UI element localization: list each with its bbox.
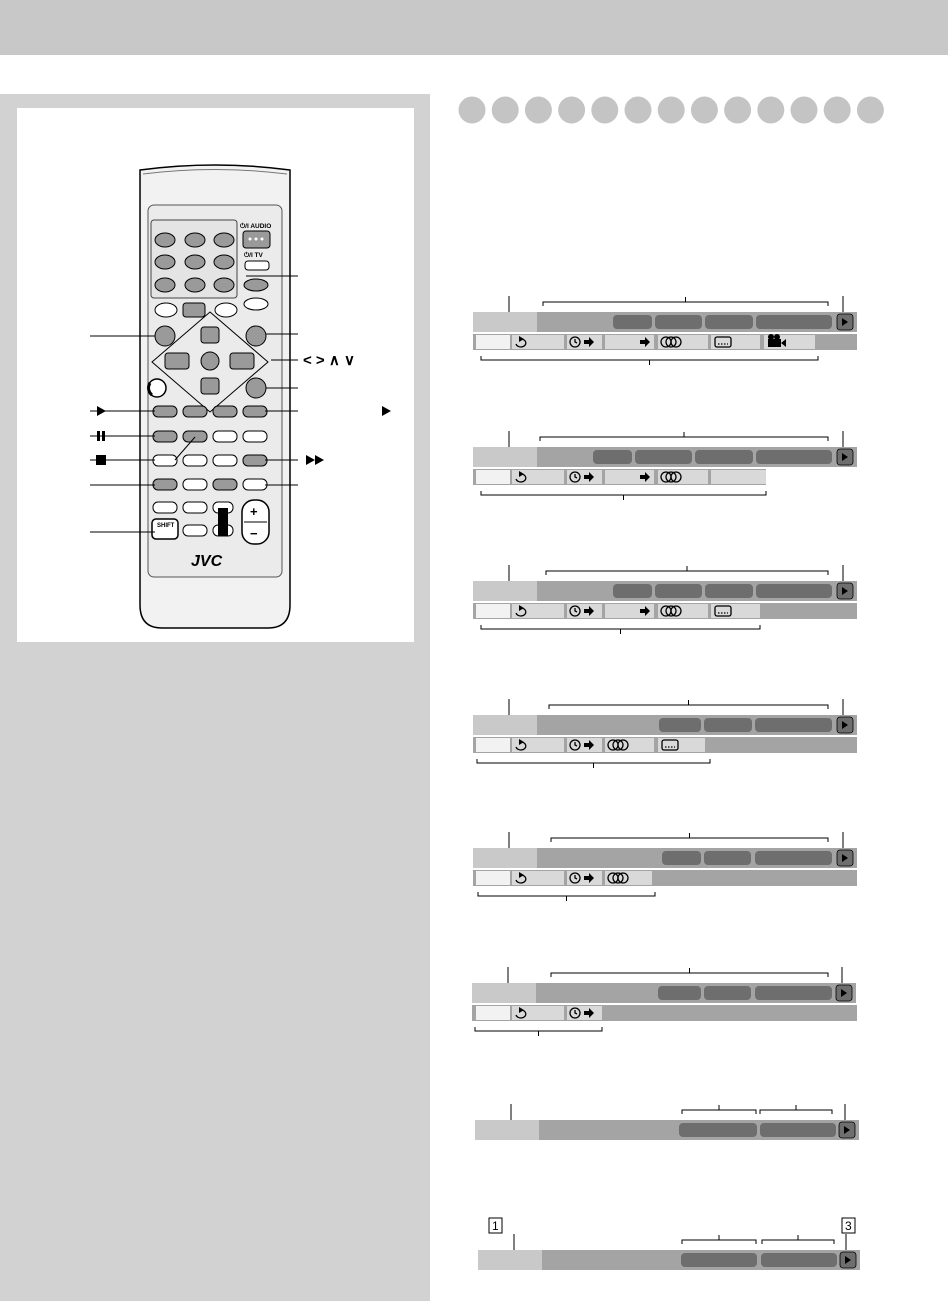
number-keys[interactable] (155, 233, 234, 292)
shift-label: SHIFT (157, 523, 175, 529)
function-cell (476, 1006, 510, 1020)
status-bar-label-cell (473, 447, 537, 467)
status-pill (756, 315, 832, 329)
status-pill (705, 315, 753, 329)
status-pill (704, 986, 751, 1000)
status-pill (662, 851, 701, 865)
function-cell (476, 470, 510, 484)
step-circle (625, 97, 652, 124)
status-pill (755, 718, 832, 732)
status-pill (756, 584, 832, 598)
status-bar-label-cell (472, 983, 536, 1003)
step-circle (459, 97, 486, 124)
remote-control (140, 165, 290, 628)
side-button-2[interactable] (244, 298, 268, 310)
status-bar-diagram (478, 1234, 860, 1270)
function-cell (711, 470, 766, 484)
power-audio-label: ⏻/I AUDIO (240, 223, 272, 230)
status-pill (658, 986, 701, 1000)
shift-button[interactable] (152, 519, 178, 539)
small-button-a[interactable] (155, 303, 177, 317)
status-bar-label-cell (475, 1120, 539, 1140)
status-pill (679, 1123, 757, 1137)
status-bar-label-cell (473, 581, 537, 601)
status-pill (613, 584, 652, 598)
cursor-up-button[interactable] (201, 327, 219, 343)
step-circle (658, 97, 685, 124)
function-cell (476, 604, 510, 618)
callout-number-1: 1 (492, 1219, 499, 1233)
status-bar-label-cell (473, 312, 537, 332)
on-screen-bar-diagrams (472, 296, 860, 1270)
power-tv-button[interactable] (245, 261, 269, 270)
small-button-b[interactable] (183, 303, 205, 317)
status-pill (704, 718, 752, 732)
status-bar-diagram (473, 699, 857, 768)
side-button-1[interactable] (244, 279, 268, 291)
step-circle (591, 97, 618, 124)
status-pill (755, 986, 832, 1000)
step-indicator (459, 97, 884, 124)
status-pill (761, 1253, 837, 1267)
status-bar-diagram (473, 296, 857, 365)
pause-icon (97, 431, 100, 441)
status-bar-label-cell (473, 848, 537, 868)
function-cell (476, 335, 510, 349)
cursor-down-button[interactable] (201, 378, 219, 394)
step-circle (824, 97, 851, 124)
channel-key[interactable] (218, 508, 228, 536)
step-circle (724, 97, 751, 124)
status-bar-label-cell (473, 715, 537, 735)
status-bar-diagram (475, 1104, 859, 1140)
jvc-logo: JVC (191, 553, 223, 570)
volume-minus-label: − (250, 526, 258, 541)
status-pill (704, 851, 751, 865)
volume-plus-label: + (250, 504, 258, 519)
step-circle (757, 97, 784, 124)
step-circle (791, 97, 818, 124)
status-pill (756, 450, 832, 464)
power-tv-label: ⏻/I TV (244, 252, 263, 259)
status-pill (659, 718, 701, 732)
status-bar-diagram (473, 832, 857, 901)
stop-icon (96, 455, 106, 465)
status-pill (681, 1253, 757, 1267)
status-bar-diagram (473, 565, 857, 634)
callout-number-3: 3 (845, 1219, 852, 1233)
status-pill (635, 450, 692, 464)
function-cell (476, 738, 510, 752)
status-pill (760, 1123, 836, 1137)
step-circle (691, 97, 718, 124)
function-cell (476, 871, 510, 885)
round-key-right[interactable] (246, 326, 266, 346)
step-circle (492, 97, 519, 124)
step-circle (525, 97, 552, 124)
status-pill (593, 450, 632, 464)
status-pill (613, 315, 652, 329)
header-band (0, 0, 948, 55)
step-circle (558, 97, 585, 124)
status-bar-diagram (473, 431, 857, 500)
enter-button[interactable] (201, 352, 219, 370)
round-key-left[interactable] (155, 326, 175, 346)
step-circle (857, 97, 884, 124)
cursor-left-button[interactable] (165, 353, 189, 369)
arrow-keys-label: < > ∧ ∨ (303, 352, 355, 369)
cursor-right-button[interactable] (230, 353, 254, 369)
status-pill (655, 315, 702, 329)
round-key-lower[interactable] (246, 378, 266, 398)
status-bar-label-cell (478, 1250, 542, 1270)
small-button-c[interactable] (215, 303, 237, 317)
status-pill (705, 584, 753, 598)
status-bar-diagram (472, 967, 857, 1036)
status-pill (655, 584, 702, 598)
status-pill (755, 851, 832, 865)
status-pill (695, 450, 753, 464)
